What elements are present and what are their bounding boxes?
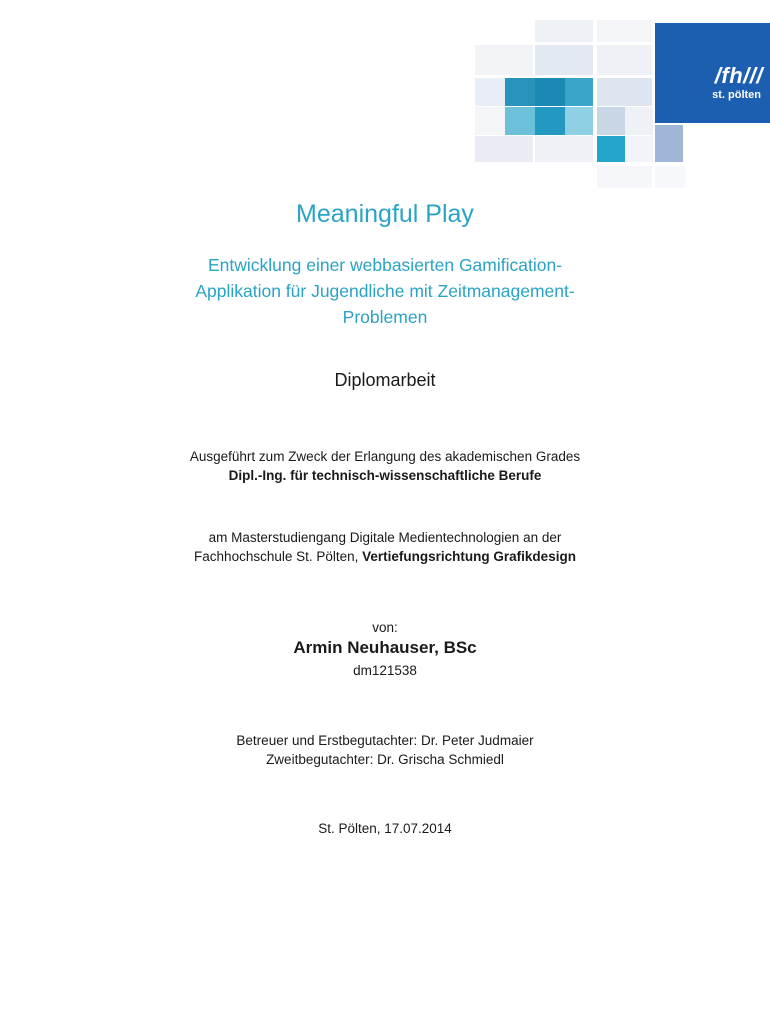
thesis-title: Meaningful Play xyxy=(296,200,474,228)
logo-mark: /fh/// xyxy=(714,63,763,88)
student-id: dm121538 xyxy=(353,663,417,678)
subtitle-line: Problemen xyxy=(342,307,428,327)
document-type: Diplomarbeit xyxy=(334,370,436,390)
by-label: von: xyxy=(372,620,398,635)
institution-text: Fachhochschule St. Pölten, xyxy=(194,549,363,564)
purpose-line: Ausgeführt zum Zweck der Erlangung des akademischen Grades xyxy=(189,449,581,464)
author-name: Armin Neuhauser, BSc xyxy=(293,638,477,657)
logo-subtitle: st. pölten xyxy=(712,89,761,101)
specialization-text: Vertiefungsrichtung Grafikdesign xyxy=(362,549,576,564)
thesis-subtitle xyxy=(0,252,770,330)
second-reviewer-line: Zweitbegutachter: Dr. Grischa Schmiedl xyxy=(266,752,504,767)
advisor-line: Betreuer und Erstbegutachter: Dr. Peter Judmaier xyxy=(236,733,534,748)
degree-line: Dipl.-Ing. für technisch-wissenschaftliche Berufe xyxy=(228,468,542,483)
subtitle-line: Applikation für Jugendliche mit Zeitmanagement- xyxy=(195,281,575,301)
place-date: St. Pölten, 17.07.2014 xyxy=(318,821,452,836)
program-line-1: am Masterstudiengang Digitale Medientechnologien an der xyxy=(208,530,562,545)
program-line-2 xyxy=(0,549,770,564)
subtitle-line: Entwicklung einer webbasierten Gamification- xyxy=(207,255,563,275)
fh-st-poelten-logo xyxy=(655,23,770,123)
